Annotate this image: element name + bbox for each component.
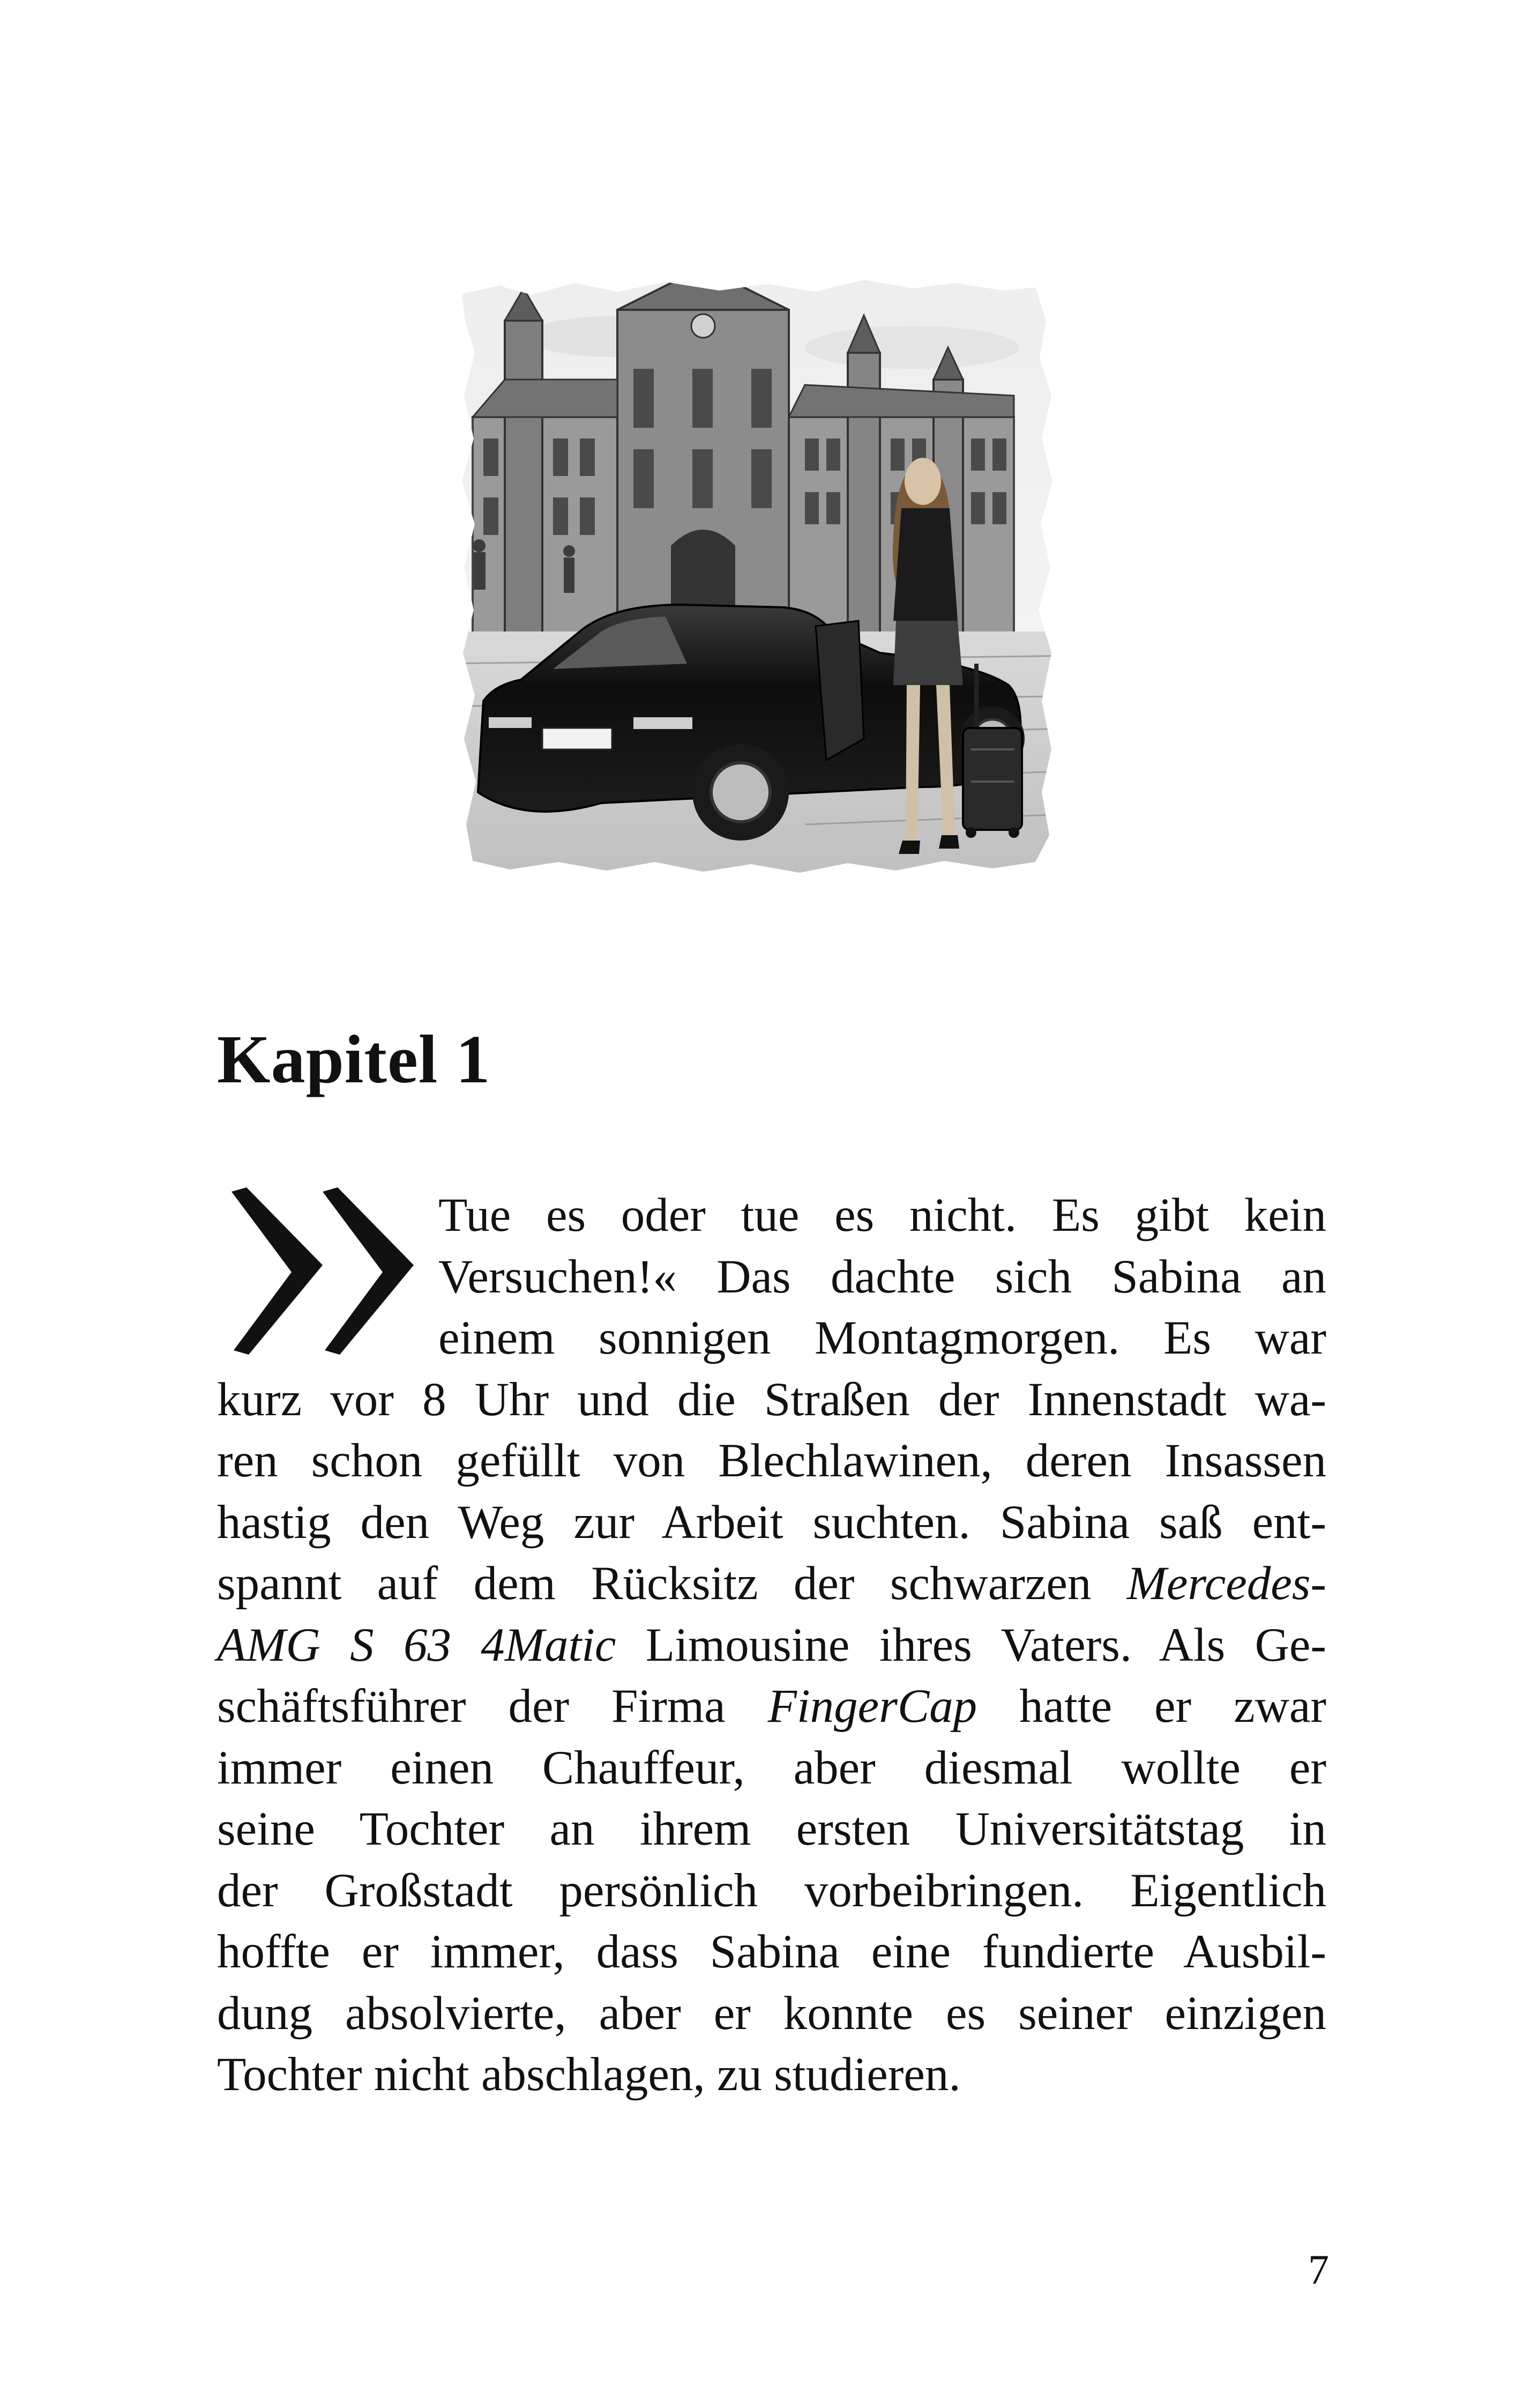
text-segment: schäftsführer der Firma	[217, 1680, 768, 1733]
paragraph-line	[217, 1369, 1326, 1431]
text-segment: Limousine ihres Vaters. Als Ge-	[616, 1618, 1326, 1671]
italic-text: FingerCap	[767, 1680, 977, 1733]
paragraph-line	[217, 1430, 1326, 1492]
text-segment: hastig den Weg zur Arbeit suchten. Sabina saß ent-	[217, 1496, 1326, 1549]
paragraph-line	[217, 1246, 1326, 1308]
italic-text: Mercedes-	[1126, 1557, 1326, 1610]
paragraph-line	[217, 1185, 1326, 1246]
paragraph-line	[217, 1860, 1326, 1922]
paragraph-line	[217, 1921, 1326, 1983]
limousine-university-icon	[441, 256, 1078, 900]
text-segment: Tue es oder tue es nicht. Es gibt kein	[438, 1189, 1326, 1242]
text-segment: dung absolvierte, aber er konnte es seiner einzigen	[217, 1987, 1326, 2040]
text-segment: einem sonnigen Montagmorgen. Es war	[438, 1312, 1326, 1364]
text-segment: immer einen Chauffeur, aber diesmal wollte er	[217, 1741, 1326, 1794]
text-segment: der Großstadt persönlich vorbeibringen. Eigentlich	[217, 1864, 1326, 1917]
text-segment: Tochter nicht abschlagen, zu studieren.	[217, 2048, 961, 2101]
paragraph-line	[217, 1492, 1326, 1554]
paragraph-line	[217, 2044, 1326, 2106]
text-segment: seine Tochter an ihrem ersten Universitätstag in	[217, 1803, 1326, 1855]
chapter-title: Kapitel 1	[217, 1021, 491, 1097]
text-segment: ren schon gefüllt von Blechlawinen, deren Insassen	[217, 1435, 1326, 1487]
text-segment: hoffte er immer, dass Sabina eine fundierte Ausbil-	[217, 1926, 1326, 1978]
paragraph-line	[217, 1615, 1326, 1676]
paragraph-line	[217, 1307, 1326, 1369]
paragraph-line	[217, 1553, 1326, 1615]
chapter-illustration	[441, 256, 1078, 900]
text-segment: spannt auf dem Rücksitz der schwarzen	[217, 1557, 1127, 1610]
paragraph-line	[217, 1983, 1326, 2045]
text-segment: kurz vor 8 Uhr und die Straßen der Innenstadt wa-	[217, 1373, 1326, 1426]
paragraph-line	[217, 1798, 1326, 1860]
paragraph-line	[217, 1676, 1326, 1737]
chapter-paragraph	[217, 1185, 1326, 2106]
paragraph-line	[217, 1737, 1326, 1799]
text-segment: hatte er zwar	[977, 1680, 1326, 1733]
text-segment: Versuchen!« Das dachte sich Sabina an	[438, 1250, 1326, 1303]
page-number: 7	[1308, 2246, 1329, 2293]
italic-text: AMG S 63 4Matic	[217, 1618, 616, 1671]
